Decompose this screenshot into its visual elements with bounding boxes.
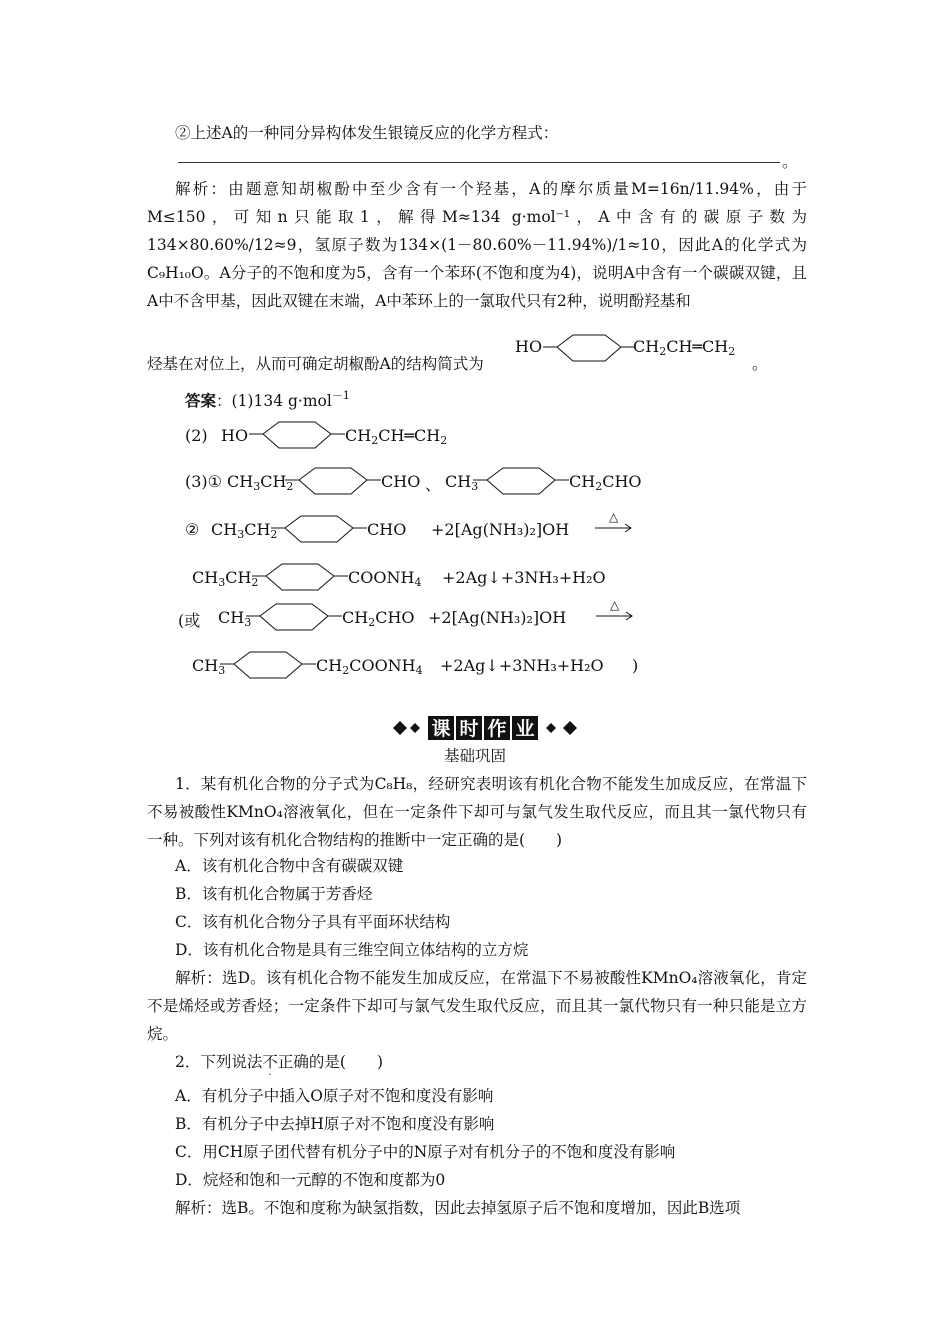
benzene-ring-icon bbox=[285, 466, 385, 502]
answer-1-sup: －1 bbox=[331, 389, 350, 402]
q1-option-d: D．该有机化合物是具有三维空间立体结构的立方烷 bbox=[175, 941, 529, 959]
q1-option-b: B．该有机化合物属于芳香烃 bbox=[175, 885, 373, 903]
q1-analysis: 解析：选D。该有机化合物不能发生加成反应，在常温下不易被酸性KMnO₄溶液氧化，肯定不是烯烃或芳香烃；一定条件下却可与氯气发生取代反应，而且其一氯代物只有一种只能是立方烷。 bbox=[147, 969, 807, 1043]
answer-3-prefix: (3)① bbox=[185, 472, 223, 491]
diamond-icon bbox=[563, 721, 577, 735]
benzene-ring-icon bbox=[473, 466, 573, 502]
q1-option-c: C．该有机化合物分子具有平面环状结构 bbox=[175, 913, 451, 931]
products: +2Ag↓+3NH₃+H₂O bbox=[442, 568, 606, 587]
answer-3-structures bbox=[185, 466, 645, 502]
reaction-1-left bbox=[185, 512, 655, 552]
group-methyl: $CH_3$ bbox=[445, 472, 479, 493]
group-ch2coonh4: $CH_2COONH_4$ bbox=[316, 656, 423, 677]
answer-1-value: ：(1)134 g·mol bbox=[216, 392, 332, 410]
group-ethyl: $CH_3CH_2$ bbox=[192, 568, 259, 589]
diamond-icon bbox=[546, 723, 556, 733]
analysis-period: 。 bbox=[752, 355, 768, 373]
q2-stem-b: 正确的是( ) bbox=[277, 1053, 383, 1071]
group-allyl: $CH_2CH═CH_2$ bbox=[345, 426, 448, 447]
heat-arrow-icon bbox=[595, 512, 635, 542]
reaction-2-right bbox=[192, 648, 652, 688]
q2-stem bbox=[175, 1048, 383, 1081]
q2-option-b: B．有机分子中去掉H原子对不饱和度没有影响 bbox=[175, 1115, 495, 1133]
benzene-ring-icon bbox=[271, 514, 371, 550]
group-ho: HO bbox=[221, 426, 249, 445]
svg-text:课: 课 bbox=[431, 718, 451, 740]
analysis-last-line: 烃基在对位上，从而可确定胡椒酚A的结构简式为 bbox=[147, 355, 484, 373]
section-subtitle: 基础巩固 bbox=[443, 747, 506, 765]
banner-title bbox=[431, 717, 534, 740]
svg-text:业: 业 bbox=[515, 718, 535, 740]
diamond-icon bbox=[393, 721, 407, 735]
group-allyl: $CH_2CH═CH_2$ bbox=[633, 337, 736, 358]
group-methyl: $CH_3$ bbox=[192, 656, 226, 677]
benzene-ring-icon bbox=[246, 602, 346, 638]
benzene-ring-icon bbox=[249, 420, 349, 456]
q2-option-d: D．烷烃和饱和一元醇的不饱和度都为0 bbox=[175, 1171, 446, 1189]
diamond-icon bbox=[410, 723, 420, 733]
alt-close: ) bbox=[632, 656, 639, 675]
benzene-ring-icon bbox=[252, 562, 352, 598]
answer-2-structure bbox=[185, 420, 485, 456]
group-coonh4: $COONH_4$ bbox=[348, 568, 422, 589]
alt-prefix: (或 bbox=[178, 611, 201, 630]
group-ethyl: $CH_3CH_2$ bbox=[211, 520, 278, 541]
answer-label: 答案 bbox=[185, 391, 217, 410]
group-ch2cho: $CH_2CHO$ bbox=[342, 608, 415, 629]
question-2-prompt: ②上述A的一种同分异构体发生银镜反应的化学方程式： bbox=[175, 124, 559, 142]
q2-analysis: 解析：选B。不饱和度称为缺氢指数，因此去掉氢原子后不饱和度增加，因此B选项 bbox=[175, 1199, 741, 1217]
q1-option-a: A．该有机化合物中含有碳碳双键 bbox=[175, 857, 404, 875]
analysis-paragraph: 解析：由题意知胡椒酚中至少含有一个羟基，A的摩尔质量M=16n/11.94%，由于M≤150，可知n只能取1，解得M≈134 g·mol⁻¹，A中含有的碳原子数为134×80.60%/12≈9，氢原子数为134×(1－80.60%－11.94%)/1≈10，因此A的化学式为C₉H₁₀O。A分子的不饱和度为5，含有一个苯环(不饱和度为4)，说明A中含有一个碳碳双键，且A中不含甲基，因此双键在末端，A中苯环上的一氯取代只有2种，说明酚羟基和 bbox=[147, 180, 807, 310]
group-methyl: $CH_3$ bbox=[218, 608, 252, 629]
q2-option-c: C．用CH原子团代替有机分子中的N原子对有机分子的不饱和度没有影响 bbox=[175, 1143, 676, 1161]
svg-text:时: 时 bbox=[459, 718, 479, 740]
q2-stem-a: 2．下列说法 bbox=[175, 1053, 263, 1071]
separator: 、 bbox=[425, 475, 442, 494]
structure-piperol-analysis bbox=[515, 333, 755, 373]
q2-stem-emphasis: 不 · bbox=[262, 1053, 278, 1081]
reaction-2-left bbox=[178, 600, 648, 640]
heat-symbol: △ bbox=[609, 510, 619, 524]
group-ho: HO bbox=[515, 337, 543, 356]
group-ch2cho: $CH_2CHO$ bbox=[569, 472, 642, 493]
reaction-1-right bbox=[192, 560, 662, 600]
group-cho: CHO bbox=[381, 472, 421, 491]
reagent: +2[Ag(NH₃)₂]OH bbox=[431, 520, 570, 539]
q1-stem: 1．某有机化合物的分子式为C₈H₈，经研究表明该有机化合物不能发生加成反应，在常温下不易被酸性KMnO₄溶液氧化，但在一定条件下却可与氯气发生取代反应，而且其一氯代物只有一种。下列对该有机化合物结构的推断中一定正确的是( ) bbox=[147, 775, 807, 849]
benzene-ring-icon bbox=[220, 650, 320, 686]
answer-4-prefix: ② bbox=[185, 520, 200, 539]
section-banner bbox=[0, 712, 950, 744]
answer-2-prefix: (2) bbox=[185, 426, 208, 445]
reagent: +2[Ag(NH₃)₂]OH bbox=[428, 608, 567, 627]
answer-line-1 bbox=[185, 382, 350, 410]
heat-symbol: △ bbox=[610, 598, 620, 612]
group-cho: CHO bbox=[367, 520, 407, 539]
answer-blank-line bbox=[178, 162, 780, 163]
group-ethyl: $CH_3CH_2$ bbox=[227, 472, 294, 493]
q2-option-a: A．有机分子中插入O原子对不饱和度没有影响 bbox=[175, 1087, 494, 1105]
benzene-ring-icon bbox=[543, 333, 639, 373]
blank-period: 。 bbox=[782, 153, 798, 171]
products: +2Ag↓+3NH₃+H₂O bbox=[440, 656, 604, 675]
svg-text:作: 作 bbox=[487, 718, 507, 740]
heat-arrow-icon bbox=[596, 600, 636, 630]
